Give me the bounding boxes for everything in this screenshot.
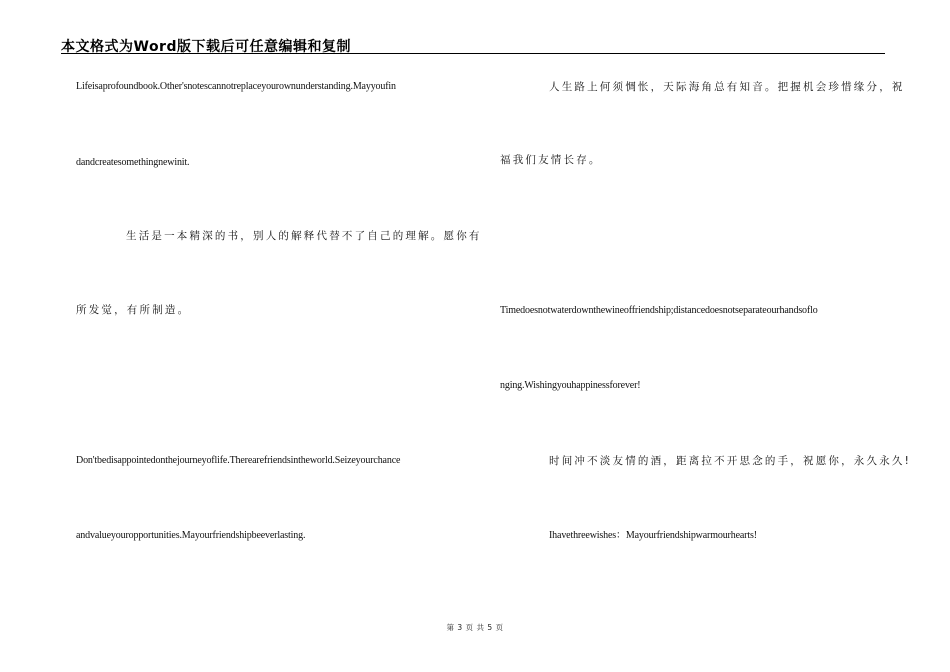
right-paragraph-3-line-1: 时间冲不淡友情的酒，距离拉不开思念的手，祝愿你，永久永久! [549,455,912,467]
right-paragraph-2-line-1: Timedoesnotwaterdownthewineoffriendship;distancedoesnotseparateourhandsoflo [500,305,818,316]
left-paragraph-2-line-2: 所发觉，有所制造。 [76,304,191,316]
document-header-title: 本文格式为Word版下载后可任意编辑和复制 [61,39,351,55]
right-paragraph-2-line-2: nging.Wishingyouhappinessforever! [500,380,641,391]
left-paragraph-1-line-1: Lifeisaprofoundbook.Other'snotescannotreplaceyourownunderstanding.Mayyoufin [76,81,396,92]
right-paragraph-4-line-1: Ihavethreewishes：Mayourfriendshipwarmourhearts! [549,530,757,541]
left-paragraph-3-line-1: Don'tbedisappointedonthejourneyoflife.Therearefriendsintheworld.Seizeyourchance [76,455,401,466]
right-paragraph-1-line-2: 福我们友情长存。 [500,154,602,166]
left-paragraph-2-line-1: 生活是一本精深的书，别人的解释代替不了自己的理解。愿你有 [126,230,482,242]
page-number-footer: 第 3 页 共 5 页 [446,623,504,632]
left-paragraph-1-line-2: dandcreatesomethingnewinit. [76,157,190,168]
header-divider [61,53,885,54]
right-paragraph-1-line-1: 人生路上何须惆怅，天际海角总有知音。把握机会珍惜缘分，祝 [549,81,905,93]
left-paragraph-3-line-2: andvalueyouropportunities.Mayourfriendshipbeeverlasting. [76,530,306,541]
